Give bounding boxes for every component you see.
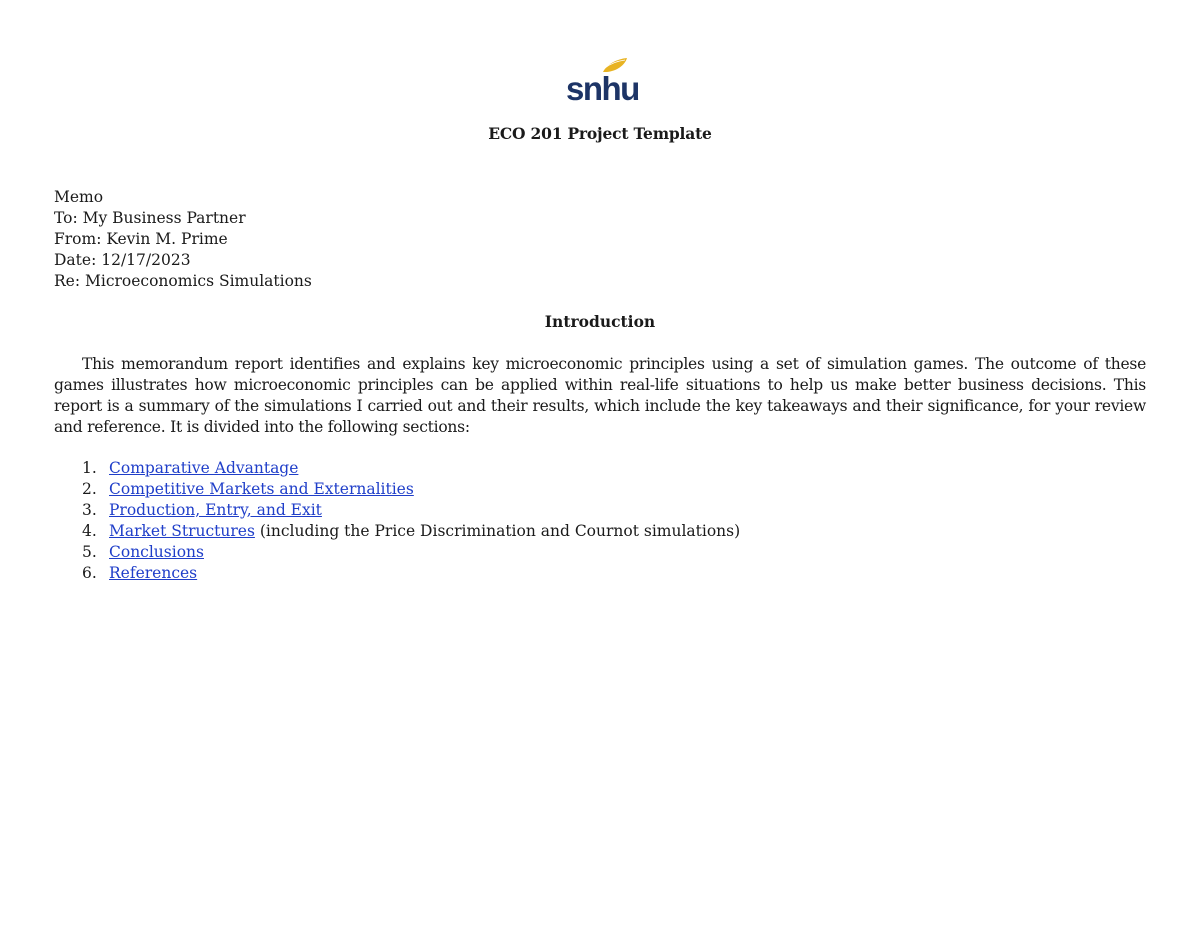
list-number: 6. [82, 564, 97, 582]
section-link-references[interactable]: References [109, 564, 198, 582]
list-note: (including the Price Discrimination and Cournot simulations) [254, 522, 741, 540]
list-item [54, 542, 740, 563]
list-number: 5. [82, 543, 97, 561]
list-number: 2. [82, 480, 97, 498]
section-link-conclusions[interactable]: Conclusions [109, 543, 204, 561]
section-link-comparative-advantage[interactable]: Comparative Advantage [109, 459, 299, 477]
svg-text:snhu: snhu [566, 70, 639, 107]
list-item [54, 521, 740, 542]
memo-date: Date: 12/17/2023 [54, 251, 191, 269]
memo-from: From: Kevin M. Prime [54, 230, 228, 248]
memo-to: To: My Business Partner [54, 209, 246, 227]
section-link-market-structures[interactable]: Market Structures [109, 522, 255, 540]
section-list [54, 458, 740, 584]
list-number: 4. [82, 522, 97, 540]
snhu-logo [565, 56, 639, 107]
memo-re: Re: Microeconomics Simulations [54, 272, 312, 290]
document-title: ECO 201 Project Template [488, 124, 712, 143]
list-number: 1. [82, 459, 97, 477]
introduction-heading: Introduction [544, 312, 656, 331]
list-item [54, 500, 740, 521]
memo-label: Memo [54, 188, 104, 206]
section-link-production-entry-exit[interactable]: Production, Entry, and Exit [109, 501, 322, 519]
list-item [54, 479, 740, 500]
list-item [54, 563, 740, 584]
list-number: 3. [82, 501, 97, 519]
memo-header [54, 187, 312, 292]
section-link-competitive-markets[interactable]: Competitive Markets and Externalities [109, 480, 414, 498]
introduction-paragraph: This memorandum report identifies and explains key microeconomic principles using a set of simulation games. The outcome of these games illustrates how microeconomic principles can be applied within real-life situations to help us make better business decisions. This report is a summary of the simulations I carried out and their results, which include the key takeaways and their significance, for your review and reference. It is divided into the following sections: [54, 355, 1146, 436]
list-item [54, 458, 740, 479]
